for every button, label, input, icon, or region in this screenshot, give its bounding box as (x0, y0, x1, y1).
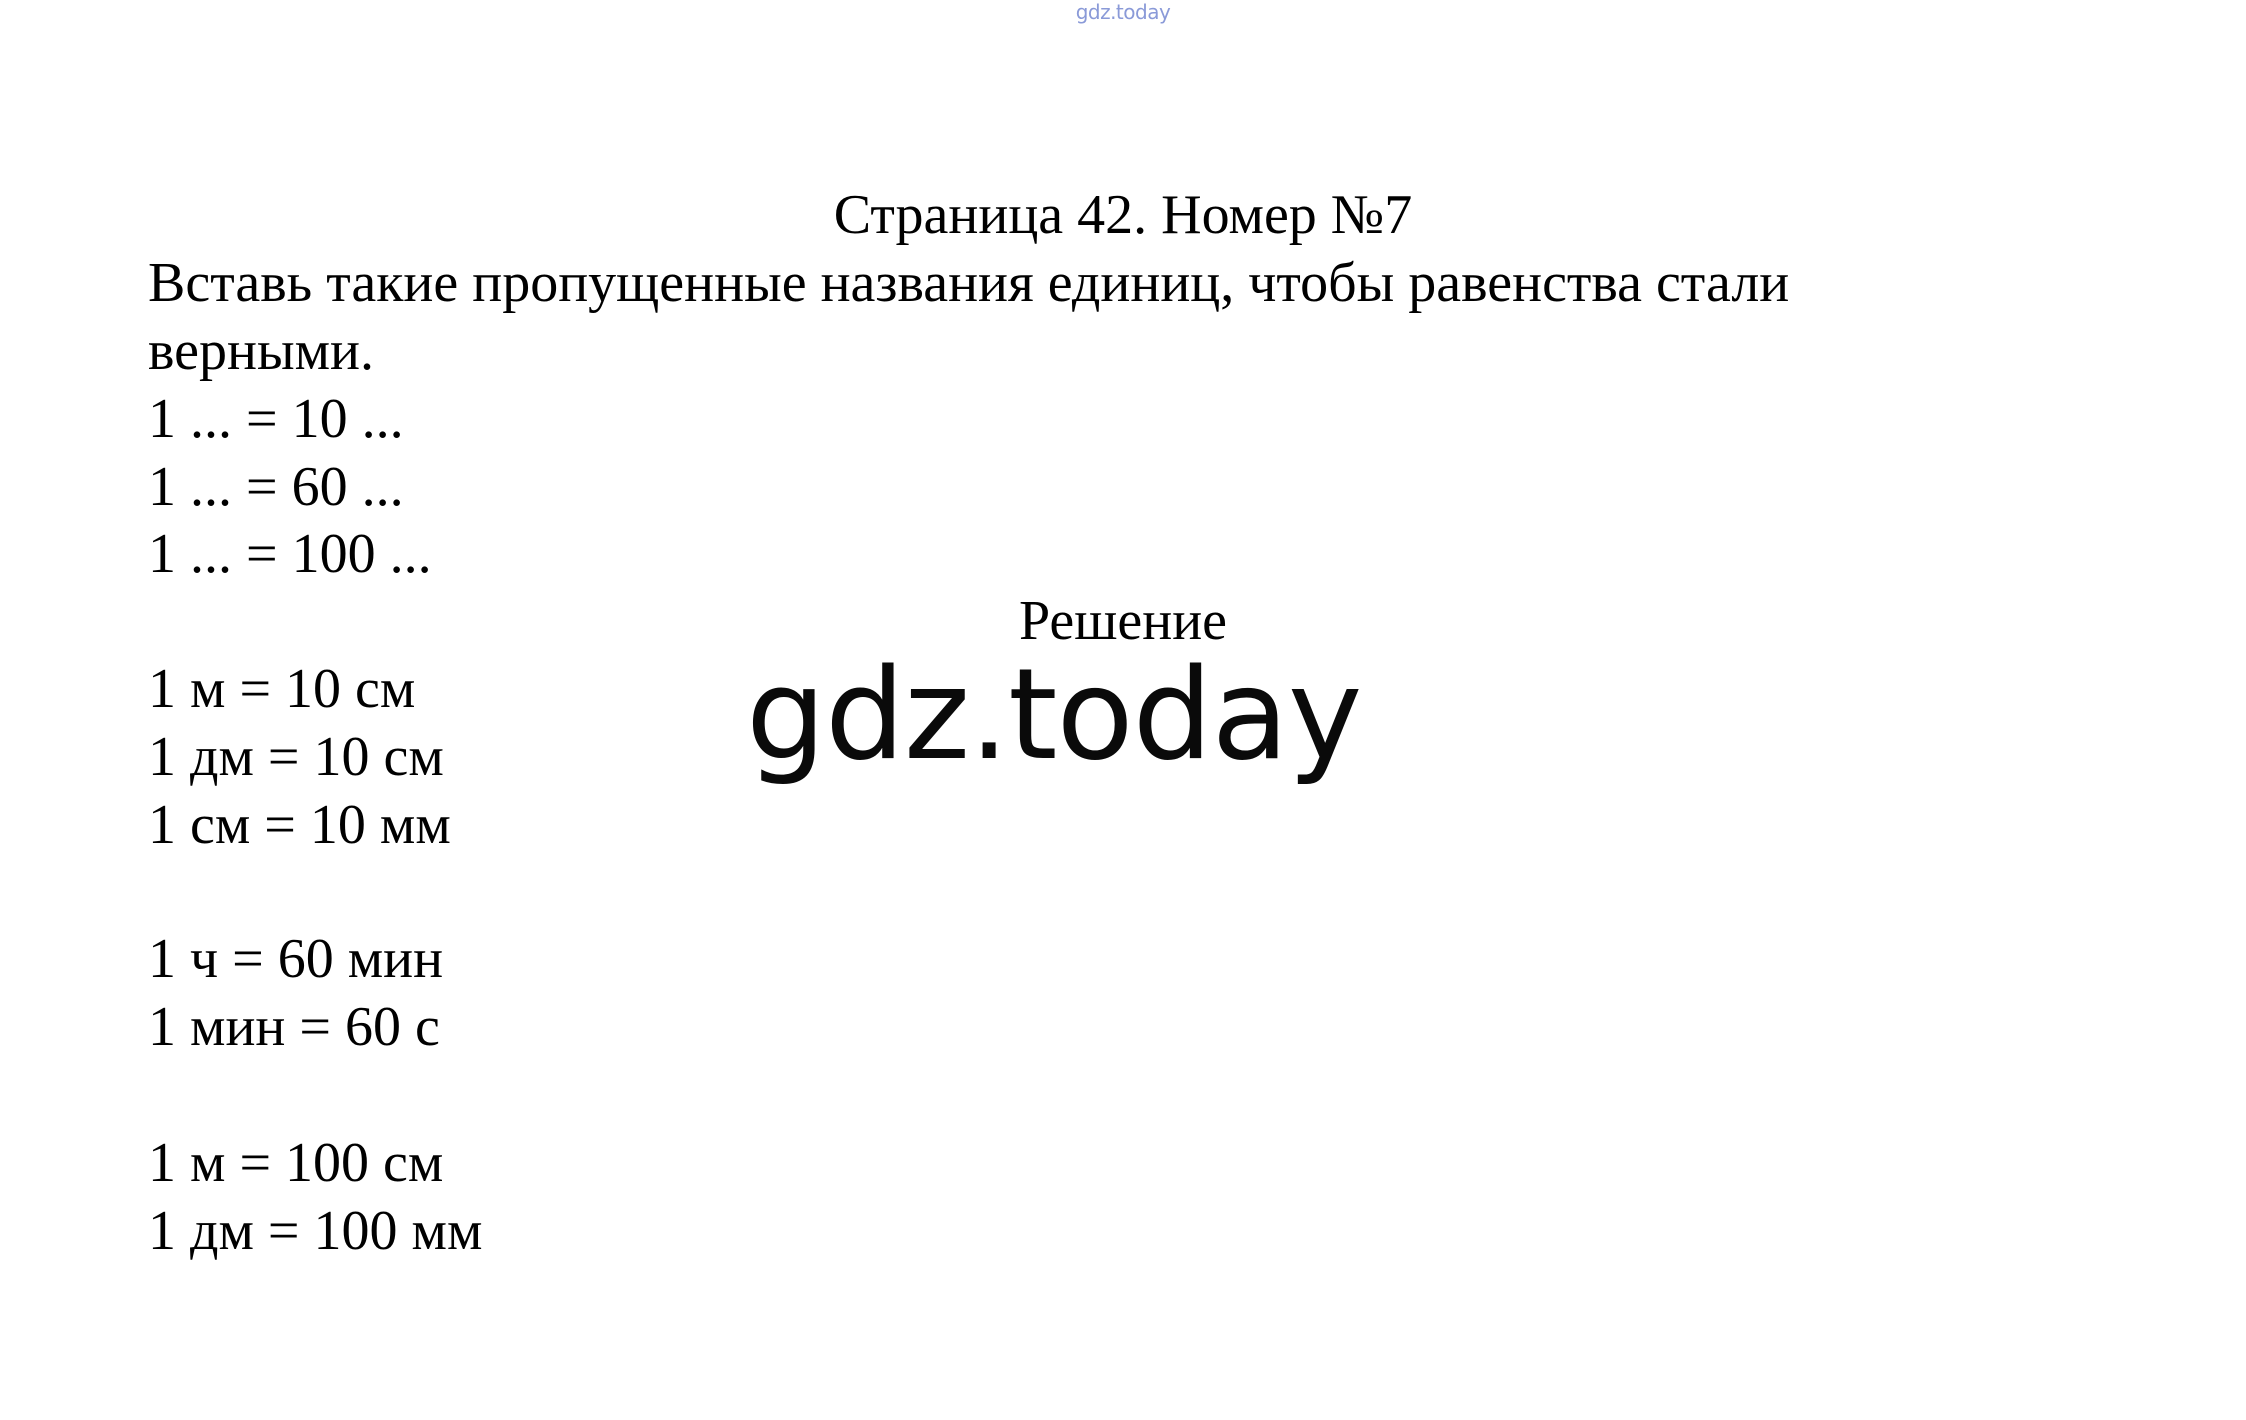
solution-line: 1 м = 100 см (148, 1132, 444, 1194)
site-watermark: gdz.today (746, 641, 1362, 788)
top-watermark: gdz.today (1075, 0, 1171, 24)
solution-line: 1 ч = 60 мин (148, 928, 444, 990)
task-equation-1: 1 ... = 10 ... (148, 388, 404, 450)
task-text-line-2: верными. (148, 320, 374, 382)
task-equation-2: 1 ... = 60 ... (148, 456, 404, 518)
task-text-line-1: Вставь такие пропущенные названия единиц, чтобы равенства стали (148, 252, 1790, 314)
solution-line: 1 дм = 10 см (148, 726, 444, 788)
solution-heading: Решение (1018, 590, 1228, 652)
solution-line: 1 см = 10 мм (148, 794, 451, 856)
solution-line: 1 м = 10 см (148, 658, 416, 720)
page-title: Страница 42. Номер №7 (833, 184, 1413, 246)
solution-line: 1 дм = 100 мм (148, 1200, 483, 1262)
solution-line: 1 мин = 60 с (148, 996, 440, 1058)
task-equation-3: 1 ... = 100 ... (148, 523, 432, 585)
